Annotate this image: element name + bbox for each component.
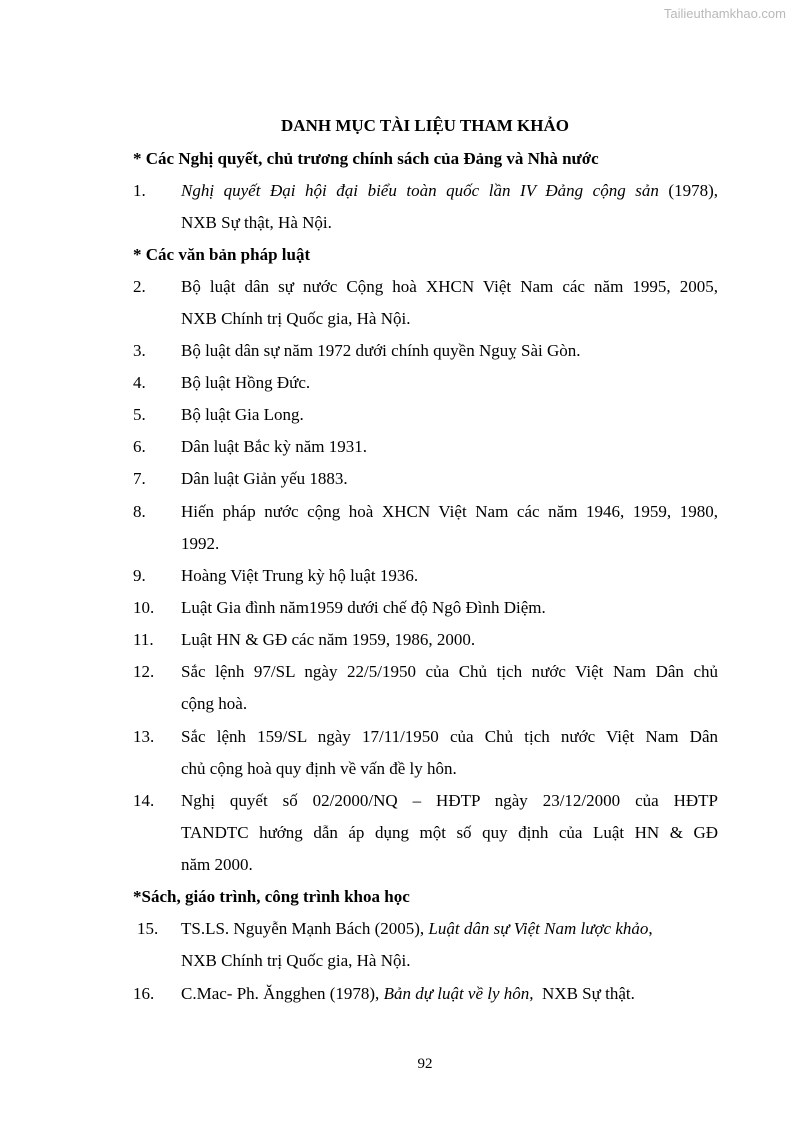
- page-number: 92: [417, 1056, 433, 1072]
- ref-number-4: 4.: [133, 373, 146, 392]
- ref-14-line-3: năm 2000.: [181, 855, 253, 874]
- ref-8-line-1: Hiến pháp nước cộng hoà XHCN Việt Nam các năm 1946, 1959, 1980,: [181, 502, 718, 521]
- ref-number-1: 1.: [133, 181, 146, 200]
- ref-11-line-1: Luật HN & GĐ các năm 1959, 1986, 2000.: [181, 630, 476, 649]
- ref-number-15: 15.: [137, 919, 159, 938]
- ref-1-title: Nghị quyết Đại hội đại biểu toàn quốc lần IV Đảng cộng sản: [181, 181, 659, 200]
- ref-15-line-2: NXB Chính trị Quốc gia, Hà Nội.: [181, 951, 411, 970]
- ref-number-14: 14.: [133, 791, 155, 810]
- ref-number-13: 13.: [133, 727, 155, 746]
- ref-16-publisher: NXB Sự thật.: [533, 984, 635, 1003]
- ref-5-line-1: Bộ luật Gia Long.: [181, 405, 304, 424]
- ref-number-8: 8.: [133, 502, 146, 521]
- ref-number-5: 5.: [133, 405, 146, 424]
- ref-9-line-1: Hoàng Việt Trung kỳ hộ luật 1936.: [181, 566, 419, 585]
- ref-2-line-1: Bộ luật dân sự nước Cộng hoà XHCN Việt Nam các năm 1995, 2005,: [181, 277, 718, 296]
- ref-12-line-2: cộng hoà.: [181, 694, 248, 713]
- ref-1-line-1: [181, 181, 718, 201]
- ref-12-line-1: Sắc lệnh 97/SL ngày 22/5/1950 của Chủ tịch nước Việt Nam Dân chủ: [181, 662, 718, 681]
- ref-number-7: 7.: [133, 469, 146, 488]
- ref-15-punct: ,: [648, 919, 653, 938]
- ref-16-line-1: [181, 984, 718, 1004]
- ref-number-16: 16.: [133, 984, 155, 1003]
- ref-number-11: 11.: [133, 630, 154, 649]
- ref-number-10: 10.: [133, 598, 155, 617]
- ref-13-line-1: Sắc lệnh 159/SL ngày 17/11/1950 của Chủ tịch nước Việt Nam Dân: [181, 727, 718, 746]
- section-heading-resolutions: * Các Nghị quyết, chủ trương chính sách của Đảng và Nhà nước: [133, 149, 599, 168]
- ref-1-year: (1978),: [658, 181, 718, 200]
- ref-1-line-2: NXB Sự thật, Hà Nội.: [181, 213, 332, 232]
- ref-14-line-1: Nghị quyết số 02/2000/NQ – HĐTP ngày 23/12/2000 của HĐTP: [181, 791, 718, 810]
- ref-number-12: 12.: [133, 662, 155, 681]
- ref-15-author: TS.LS. Nguyễn Mạnh Bách (2005),: [181, 919, 429, 938]
- ref-10-line-1: Luật Gia đình năm1959 dưới chế độ Ngô Đình Diệm.: [181, 598, 546, 617]
- ref-14-line-2: TANDTC hướng dẫn áp dụng một số quy định của Luật HN & GĐ: [181, 823, 718, 842]
- watermark: Tailieuthamkhao.com: [663, 6, 786, 21]
- section-heading-books: *Sách, giáo trình, công trình khoa học: [133, 887, 410, 906]
- page-title: DANH MỤC TÀI LIỆU THAM KHẢO: [281, 116, 569, 135]
- ref-3-line-1: Bộ luật dân sự năm 1972 dưới chính quyền Nguỵ Sài Gòn.: [181, 341, 581, 360]
- ref-number-6: 6.: [133, 437, 146, 456]
- ref-15-title: Luật dân sự Việt Nam lược khảo: [428, 919, 649, 938]
- ref-number-9: 9.: [133, 566, 146, 585]
- ref-13-line-2: chủ cộng hoà quy định về vấn đề ly hôn.: [181, 759, 457, 778]
- ref-7-line-1: Dân luật Giản yếu 1883.: [181, 469, 348, 488]
- ref-16-author: C.Mac- Ph. Ăngghen (1978),: [181, 984, 384, 1003]
- ref-number-2: 2.: [133, 277, 146, 296]
- ref-number-3: 3.: [133, 341, 146, 360]
- ref-8-line-2: 1992.: [181, 534, 220, 553]
- ref-2-line-2: NXB Chính trị Quốc gia, Hà Nội.: [181, 309, 411, 328]
- ref-6-line-1: Dân luật Bắc kỳ năm 1931.: [181, 437, 368, 456]
- ref-16-title: Bản dự luật về ly hôn,: [383, 984, 534, 1003]
- ref-4-line-1: Bộ luật Hồng Đức.: [181, 373, 311, 392]
- ref-15-line-1: [181, 919, 718, 939]
- section-heading-laws: * Các văn bản pháp luật: [133, 245, 311, 264]
